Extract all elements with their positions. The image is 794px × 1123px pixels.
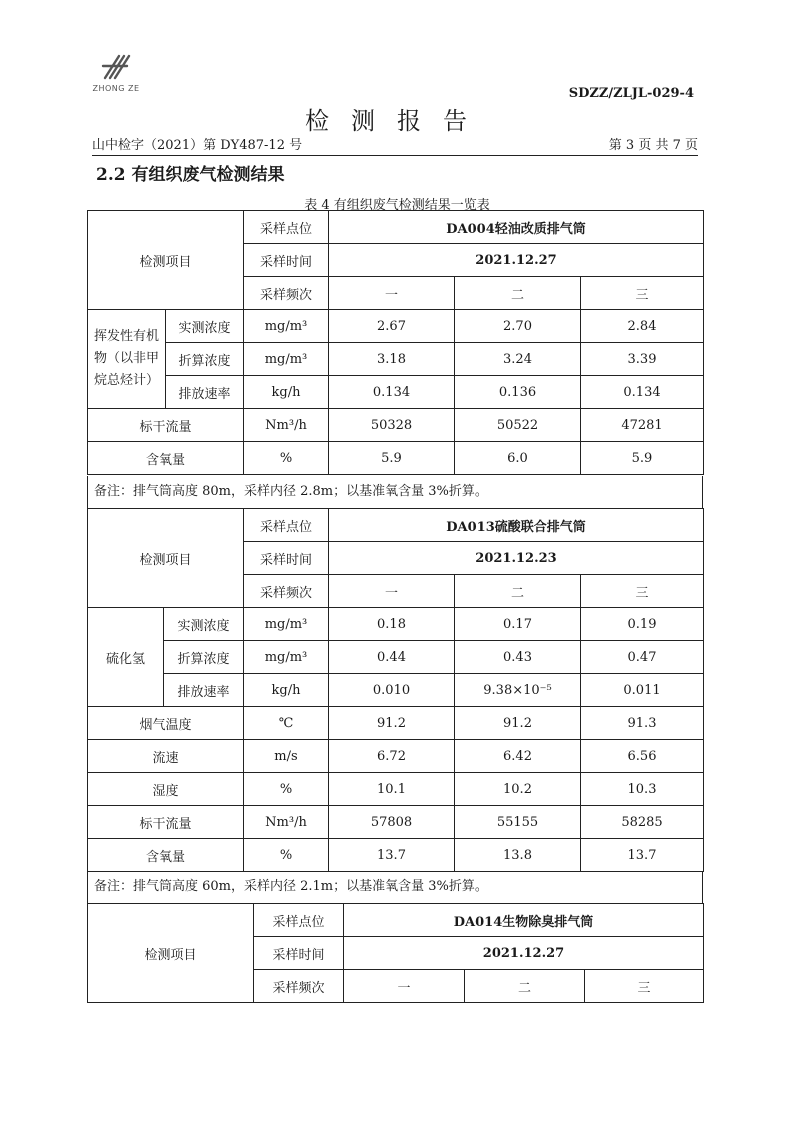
row-label: 排放速率	[166, 376, 244, 409]
row-label: 含氧量	[88, 442, 244, 475]
row-unit: %	[244, 839, 329, 872]
value-cell: 0.011	[581, 674, 704, 707]
row-label: 实测浓度	[166, 310, 244, 343]
sampling-time: 2021.12.23	[329, 542, 704, 575]
sampling-point: DA013硫酸联合排气筒	[329, 509, 704, 542]
freq-3: 三	[585, 970, 704, 1003]
header-time: 采样时间	[254, 937, 344, 970]
row-unit: Nm³/h	[244, 806, 329, 839]
value-cell: 57808	[329, 806, 455, 839]
value-cell: 0.136	[455, 376, 581, 409]
freq-1: 一	[329, 277, 455, 310]
table-note: 备注：排气筒高度 60m，采样内径 2.1m；以基准氧含量 3%折算。	[87, 871, 703, 903]
freq-3: 三	[581, 277, 704, 310]
row-label: 排放速率	[164, 674, 244, 707]
row-label: 折算浓度	[164, 641, 244, 674]
section-title: 2.2 有组织废气检测结果	[96, 165, 285, 185]
freq-1: 一	[329, 575, 455, 608]
value-cell: 5.9	[329, 442, 455, 475]
header-freq: 采样频次	[244, 575, 329, 608]
row-label: 流速	[88, 740, 244, 773]
row-label: 湿度	[88, 773, 244, 806]
header-point: 采样点位	[244, 211, 329, 244]
row-unit: m/s	[244, 740, 329, 773]
header-freq: 采样频次	[244, 277, 329, 310]
value-cell: 47281	[581, 409, 704, 442]
pollutant-name: 硫化氢	[88, 608, 164, 707]
row-label: 实测浓度	[164, 608, 244, 641]
value-cell: 2.84	[581, 310, 704, 343]
row-unit: %	[244, 773, 329, 806]
sampling-point: DA014生物除臭排气筒	[344, 904, 704, 937]
pollutant-name: 挥发性有机物（以非甲烷总烃计）	[88, 310, 166, 409]
sampling-point: DA004轻油改质排气筒	[329, 211, 704, 244]
value-cell: 9.38×10⁻⁵	[455, 674, 581, 707]
freq-3: 三	[581, 575, 704, 608]
value-cell: 13.7	[329, 839, 455, 872]
results-table-da004	[87, 210, 704, 475]
row-unit: mg/m³	[244, 343, 329, 376]
value-cell: 6.42	[455, 740, 581, 773]
header-item: 检测项目	[88, 509, 244, 608]
value-cell: 50328	[329, 409, 455, 442]
value-cell: 0.44	[329, 641, 455, 674]
header-time: 采样时间	[244, 244, 329, 277]
value-cell: 10.2	[455, 773, 581, 806]
value-cell: 13.7	[581, 839, 704, 872]
header-item: 检测项目	[88, 904, 254, 1003]
value-cell: 6.56	[581, 740, 704, 773]
freq-2: 二	[455, 277, 581, 310]
results-table-da013	[87, 508, 704, 872]
value-cell: 0.010	[329, 674, 455, 707]
value-cell: 50522	[455, 409, 581, 442]
value-cell: 0.18	[329, 608, 455, 641]
row-label: 标干流量	[88, 806, 244, 839]
value-cell: 5.9	[581, 442, 704, 475]
header-time: 采样时间	[244, 542, 329, 575]
company-logo	[92, 52, 140, 93]
value-cell: 6.0	[455, 442, 581, 475]
results-table-da014	[87, 903, 704, 1003]
header-point: 采样点位	[254, 904, 344, 937]
freq-1: 一	[344, 970, 465, 1003]
value-cell: 2.67	[329, 310, 455, 343]
row-label: 烟气温度	[88, 707, 244, 740]
value-cell: 91.2	[329, 707, 455, 740]
logo-text: ZHONG ZE	[92, 84, 140, 93]
freq-2: 二	[465, 970, 585, 1003]
sampling-time: 2021.12.27	[344, 937, 704, 970]
value-cell: 0.19	[581, 608, 704, 641]
logo-icon	[99, 52, 133, 82]
report-ref: 山中检字（2021）第 DY487-12 号	[92, 138, 303, 153]
value-cell: 2.70	[455, 310, 581, 343]
header-point: 采样点位	[244, 509, 329, 542]
value-cell: 10.1	[329, 773, 455, 806]
page-title: 检测报告	[305, 107, 489, 135]
header-item: 检测项目	[88, 211, 244, 310]
row-unit: %	[244, 442, 329, 475]
sampling-time: 2021.12.27	[329, 244, 704, 277]
value-cell: 10.3	[581, 773, 704, 806]
value-cell: 0.134	[581, 376, 704, 409]
row-unit: mg/m³	[244, 608, 329, 641]
row-label: 含氧量	[88, 839, 244, 872]
row-unit: mg/m³	[244, 310, 329, 343]
value-cell: 0.17	[455, 608, 581, 641]
value-cell: 13.8	[455, 839, 581, 872]
value-cell: 55155	[455, 806, 581, 839]
value-cell: 91.3	[581, 707, 704, 740]
report-reference-line	[92, 134, 698, 156]
value-cell: 0.43	[455, 641, 581, 674]
row-unit: kg/h	[244, 674, 329, 707]
header-freq: 采样频次	[254, 970, 344, 1003]
value-cell: 58285	[581, 806, 704, 839]
table-note: 备注：排气筒高度 80m，采样内径 2.8m；以基准氧含量 3%折算。	[87, 476, 703, 508]
freq-2: 二	[455, 575, 581, 608]
value-cell: 3.24	[455, 343, 581, 376]
row-unit: Nm³/h	[244, 409, 329, 442]
document-number: SDZZ/ZLJL-029-4	[568, 86, 694, 101]
row-unit: ℃	[244, 707, 329, 740]
table-caption: 表 4 有组织废气检测结果一览表	[304, 198, 490, 213]
value-cell: 3.39	[581, 343, 704, 376]
value-cell: 91.2	[455, 707, 581, 740]
value-cell: 0.134	[329, 376, 455, 409]
page-info: 第 3 页 共 7 页	[608, 138, 698, 153]
row-label: 折算浓度	[166, 343, 244, 376]
row-unit: kg/h	[244, 376, 329, 409]
value-cell: 6.72	[329, 740, 455, 773]
value-cell: 0.47	[581, 641, 704, 674]
row-label: 标干流量	[88, 409, 244, 442]
row-unit: mg/m³	[244, 641, 329, 674]
value-cell: 3.18	[329, 343, 455, 376]
